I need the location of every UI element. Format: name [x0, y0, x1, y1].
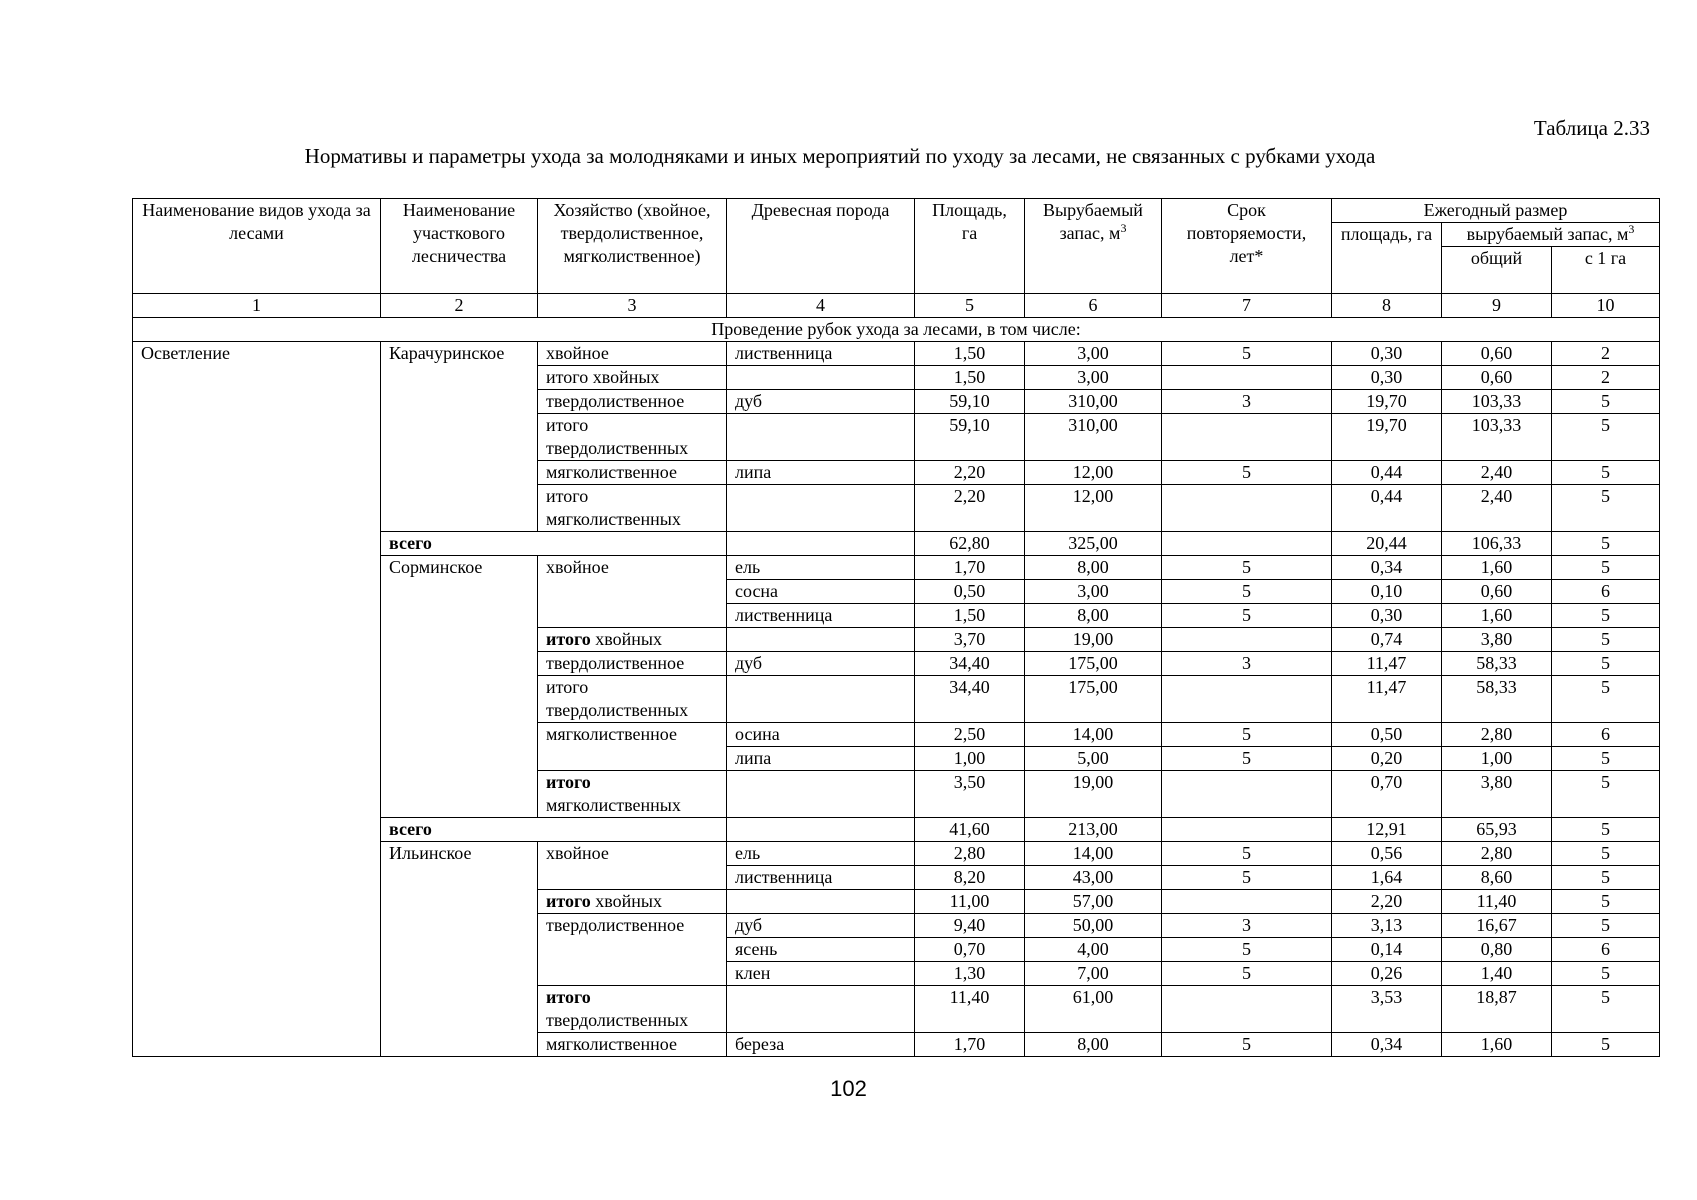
annual-area-cell: 0,30	[1332, 604, 1442, 628]
total-label: всего	[381, 532, 727, 556]
annual-per-ha-cell: 5	[1552, 652, 1660, 676]
annual-per-ha-cell: 5	[1552, 914, 1660, 938]
period-cell: 5	[1162, 580, 1332, 604]
header-area: Площадь, га	[915, 199, 1025, 294]
annual-area-cell: 0,50	[1332, 723, 1442, 747]
species-cell	[727, 818, 915, 842]
forestry-cell: Карачуринское	[381, 342, 538, 532]
species-cell: береза	[727, 1033, 915, 1057]
species-cell: лиственница	[727, 604, 915, 628]
annual-total-cell: 18,87	[1442, 986, 1552, 1033]
annual-total-cell: 2,80	[1442, 842, 1552, 866]
period-cell: 5	[1162, 723, 1332, 747]
col-number: 6	[1025, 294, 1162, 318]
area-cell: 11,00	[915, 890, 1025, 914]
area-cell: 62,80	[915, 532, 1025, 556]
annual-per-ha-cell: 5	[1552, 676, 1660, 723]
species-cell: ясень	[727, 938, 915, 962]
annual-per-ha-cell: 5	[1552, 604, 1660, 628]
stock-cell: 310,00	[1025, 390, 1162, 414]
col-number: 8	[1332, 294, 1442, 318]
annual-area-cell: 3,53	[1332, 986, 1442, 1033]
column-number-row	[133, 294, 1660, 318]
forest-care-table	[132, 198, 1660, 1057]
stock-cell: 310,00	[1025, 414, 1162, 461]
species-cell: клен	[727, 962, 915, 986]
annual-area-cell: 0,56	[1332, 842, 1442, 866]
farm-cell: итого твердолиственных	[538, 986, 727, 1033]
stock-cell: 19,00	[1025, 771, 1162, 818]
species-cell	[727, 485, 915, 532]
annual-total-cell: 0,60	[1442, 580, 1552, 604]
annual-area-cell: 0,44	[1332, 485, 1442, 532]
period-cell: 5	[1162, 461, 1332, 485]
stock-cell: 175,00	[1025, 652, 1162, 676]
annual-total-cell: 2,80	[1442, 723, 1552, 747]
annual-area-cell: 0,10	[1332, 580, 1442, 604]
stock-cell: 4,00	[1025, 938, 1162, 962]
farm-cell: твердолиственное	[538, 652, 727, 676]
species-cell	[727, 414, 915, 461]
annual-area-cell: 1,64	[1332, 866, 1442, 890]
species-cell: лиственница	[727, 342, 915, 366]
col-number: 4	[727, 294, 915, 318]
period-cell: 3	[1162, 652, 1332, 676]
annual-total-cell: 1,40	[1442, 962, 1552, 986]
farm-cell: мягколиственное	[538, 461, 727, 485]
period-cell: 5	[1162, 962, 1332, 986]
period-cell: 3	[1162, 390, 1332, 414]
stock-cell: 5,00	[1025, 747, 1162, 771]
stock-cell: 8,00	[1025, 1033, 1162, 1057]
stock-cell: 12,00	[1025, 485, 1162, 532]
annual-total-cell: 3,80	[1442, 771, 1552, 818]
annual-total-cell: 0,60	[1442, 366, 1552, 390]
farm-cell: итого хвойных	[538, 628, 727, 652]
annual-total-cell: 0,60	[1442, 342, 1552, 366]
annual-area-cell: 19,70	[1332, 390, 1442, 414]
col-number: 1	[133, 294, 381, 318]
farm-cell: твердолиственное	[538, 390, 727, 414]
species-cell	[727, 890, 915, 914]
annual-area-cell: 3,13	[1332, 914, 1442, 938]
header-forestry: Наименование участкового лесничества	[381, 199, 538, 294]
stock-cell: 325,00	[1025, 532, 1162, 556]
area-cell: 1,00	[915, 747, 1025, 771]
species-cell: сосна	[727, 580, 915, 604]
forestry-cell: Сорминское	[381, 556, 538, 818]
stock-cell: 57,00	[1025, 890, 1162, 914]
stock-cell: 213,00	[1025, 818, 1162, 842]
species-cell: ель	[727, 556, 915, 580]
area-cell: 0,70	[915, 938, 1025, 962]
area-cell: 1,30	[915, 962, 1025, 986]
area-cell: 59,10	[915, 414, 1025, 461]
forestry-cell: Ильинское	[381, 842, 538, 1057]
species-cell	[727, 366, 915, 390]
farm-cell: итого хвойных	[538, 366, 727, 390]
annual-total-cell: 103,33	[1442, 414, 1552, 461]
farm-cell: итого мягколиственных	[538, 485, 727, 532]
area-cell: 1,70	[915, 1033, 1025, 1057]
annual-per-ha-cell: 5	[1552, 866, 1660, 890]
area-cell: 2,20	[915, 485, 1025, 532]
header-period: Срок повторяемости, лет*	[1162, 199, 1332, 294]
species-cell: дуб	[727, 652, 915, 676]
annual-per-ha-cell: 6	[1552, 938, 1660, 962]
header-species: Древесная порода	[727, 199, 915, 294]
annual-total-cell: 3,80	[1442, 628, 1552, 652]
annual-area-cell: 0,30	[1332, 366, 1442, 390]
annual-per-ha-cell: 5	[1552, 461, 1660, 485]
area-cell: 3,50	[915, 771, 1025, 818]
annual-area-cell: 0,70	[1332, 771, 1442, 818]
col-number: 7	[1162, 294, 1332, 318]
farm-cell: итого мягколиственных	[538, 771, 727, 818]
stock-cell: 43,00	[1025, 866, 1162, 890]
annual-per-ha-cell: 5	[1552, 1033, 1660, 1057]
stock-cell: 14,00	[1025, 723, 1162, 747]
period-cell	[1162, 628, 1332, 652]
annual-total-cell: 1,60	[1442, 604, 1552, 628]
period-cell	[1162, 818, 1332, 842]
farm-cell: хвойное	[538, 342, 727, 366]
farm-cell: итого твердолиственных	[538, 414, 727, 461]
stock-cell: 19,00	[1025, 628, 1162, 652]
annual-per-ha-cell: 5	[1552, 485, 1660, 532]
section-row	[133, 318, 1660, 342]
annual-total-cell: 1,60	[1442, 556, 1552, 580]
annual-area-cell: 12,91	[1332, 818, 1442, 842]
annual-area-cell: 2,20	[1332, 890, 1442, 914]
annual-per-ha-cell: 5	[1552, 818, 1660, 842]
species-cell: дуб	[727, 914, 915, 938]
period-cell	[1162, 485, 1332, 532]
species-cell	[727, 532, 915, 556]
total-label: всего	[381, 818, 727, 842]
period-cell	[1162, 890, 1332, 914]
species-cell: дуб	[727, 390, 915, 414]
species-cell	[727, 771, 915, 818]
annual-total-cell: 1,00	[1442, 747, 1552, 771]
annual-area-cell: 0,44	[1332, 461, 1442, 485]
annual-total-cell: 106,33	[1442, 532, 1552, 556]
period-cell	[1162, 414, 1332, 461]
species-cell: ель	[727, 842, 915, 866]
stock-cell: 7,00	[1025, 962, 1162, 986]
stock-cell: 175,00	[1025, 676, 1162, 723]
annual-total-cell: 2,40	[1442, 461, 1552, 485]
species-cell: липа	[727, 747, 915, 771]
area-cell: 1,50	[915, 342, 1025, 366]
annual-total-cell: 103,33	[1442, 390, 1552, 414]
area-cell: 41,60	[915, 818, 1025, 842]
species-cell: осина	[727, 723, 915, 747]
farm-cell: мягколиственное	[538, 723, 727, 771]
area-cell: 2,80	[915, 842, 1025, 866]
annual-area-cell: 0,34	[1332, 1033, 1442, 1057]
annual-area-cell: 0,20	[1332, 747, 1442, 771]
header-care-type: Наименование видов ухода за лесами	[133, 199, 381, 294]
period-cell: 3	[1162, 914, 1332, 938]
stock-cell: 61,00	[1025, 986, 1162, 1033]
annual-per-ha-cell: 6	[1552, 580, 1660, 604]
col-number: 3	[538, 294, 727, 318]
table-title: Нормативы и параметры ухода за молодняками и иных мероприятий по уходу за лесами, не связанных с рубками ухода	[304, 144, 1376, 168]
annual-per-ha-cell: 5	[1552, 986, 1660, 1033]
table-row	[133, 342, 1660, 366]
stock-cell: 50,00	[1025, 914, 1162, 938]
annual-area-cell: 11,47	[1332, 676, 1442, 723]
annual-area-cell: 11,47	[1332, 652, 1442, 676]
species-cell: липа	[727, 461, 915, 485]
period-cell	[1162, 366, 1332, 390]
header-volume-total: общий	[1442, 247, 1552, 294]
farm-cell: хвойное	[538, 842, 727, 890]
species-cell	[727, 676, 915, 723]
annual-per-ha-cell: 5	[1552, 628, 1660, 652]
annual-per-ha-cell: 5	[1552, 556, 1660, 580]
area-cell: 34,40	[915, 652, 1025, 676]
period-cell: 5	[1162, 604, 1332, 628]
period-cell: 5	[1162, 556, 1332, 580]
period-cell	[1162, 532, 1332, 556]
period-cell: 5	[1162, 842, 1332, 866]
annual-total-cell: 65,93	[1442, 818, 1552, 842]
annual-area-cell: 20,44	[1332, 532, 1442, 556]
period-cell	[1162, 986, 1332, 1033]
col-number: 10	[1552, 294, 1660, 318]
area-cell: 8,20	[915, 866, 1025, 890]
annual-area-cell: 0,74	[1332, 628, 1442, 652]
area-cell: 9,40	[915, 914, 1025, 938]
area-cell: 1,50	[915, 604, 1025, 628]
header-annual-volume: вырубаемый запас, $м^3$	[1442, 223, 1660, 247]
period-cell: 5	[1162, 938, 1332, 962]
annual-per-ha-cell: 5	[1552, 771, 1660, 818]
header-annual: Ежегодный размер	[1332, 199, 1660, 223]
stock-cell: 3,00	[1025, 366, 1162, 390]
section-title: Проведение рубок ухода за лесами, в том числе:	[133, 318, 1660, 342]
area-cell: 1,70	[915, 556, 1025, 580]
annual-per-ha-cell: 5	[1552, 390, 1660, 414]
care-type-cell: Осветление	[133, 342, 381, 1057]
species-cell	[727, 628, 915, 652]
annual-total-cell: 58,33	[1442, 652, 1552, 676]
annual-per-ha-cell: 5	[1552, 747, 1660, 771]
stock-cell: 14,00	[1025, 842, 1162, 866]
period-cell: 5	[1162, 866, 1332, 890]
period-cell	[1162, 771, 1332, 818]
annual-total-cell: 58,33	[1442, 676, 1552, 723]
annual-total-cell: 2,40	[1442, 485, 1552, 532]
period-cell	[1162, 676, 1332, 723]
period-cell: 5	[1162, 1033, 1332, 1057]
annual-total-cell: 1,60	[1442, 1033, 1552, 1057]
area-cell: 59,10	[915, 390, 1025, 414]
annual-per-ha-cell: 2	[1552, 342, 1660, 366]
annual-total-cell: 8,60	[1442, 866, 1552, 890]
annual-per-ha-cell: 5	[1552, 962, 1660, 986]
period-cell: 5	[1162, 747, 1332, 771]
farm-cell: хвойное	[538, 556, 727, 628]
area-cell: 1,50	[915, 366, 1025, 390]
farm-cell: итого твердолиственных	[538, 676, 727, 723]
area-cell: 11,40	[915, 986, 1025, 1033]
stock-cell: 3,00	[1025, 342, 1162, 366]
annual-per-ha-cell: 5	[1552, 532, 1660, 556]
stock-cell: 12,00	[1025, 461, 1162, 485]
species-cell: лиственница	[727, 866, 915, 890]
stock-cell: 8,00	[1025, 604, 1162, 628]
farm-cell: твердолиственное	[538, 914, 727, 986]
header-row	[133, 199, 1660, 223]
stock-cell: 8,00	[1025, 556, 1162, 580]
header-volume-per-ha: с 1 га	[1552, 247, 1660, 294]
annual-total-cell: 0,80	[1442, 938, 1552, 962]
annual-area-cell: 0,34	[1332, 556, 1442, 580]
annual-area-cell: 0,26	[1332, 962, 1442, 986]
table-label: Таблица 2.33	[1533, 116, 1650, 140]
annual-per-ha-cell: 5	[1552, 414, 1660, 461]
farm-cell: итого хвойных	[538, 890, 727, 914]
farm-cell: мягколиственное	[538, 1033, 727, 1057]
annual-total-cell: 16,67	[1442, 914, 1552, 938]
period-cell: 5	[1162, 342, 1332, 366]
area-cell: 34,40	[915, 676, 1025, 723]
stock-cell: 3,00	[1025, 580, 1162, 604]
species-cell	[727, 986, 915, 1033]
area-cell: 2,20	[915, 461, 1025, 485]
header-stock: Вырубаемый запас, $м^3$	[1025, 199, 1162, 294]
annual-per-ha-cell: 6	[1552, 723, 1660, 747]
col-number: 5	[915, 294, 1025, 318]
annual-area-cell: 0,30	[1332, 342, 1442, 366]
col-number: 2	[381, 294, 538, 318]
header-annual-area: площадь, га	[1332, 223, 1442, 294]
annual-area-cell: 19,70	[1332, 414, 1442, 461]
area-cell: 0,50	[915, 580, 1025, 604]
area-cell: 3,70	[915, 628, 1025, 652]
annual-area-cell: 0,14	[1332, 938, 1442, 962]
col-number: 9	[1442, 294, 1552, 318]
annual-per-ha-cell: 5	[1552, 842, 1660, 866]
area-cell: 2,50	[915, 723, 1025, 747]
page-number: 102	[830, 1076, 867, 1101]
annual-per-ha-cell: 5	[1552, 890, 1660, 914]
header-farm: Хозяйство (хвойное, твердолиственное, мягколиственное)	[538, 199, 727, 294]
annual-per-ha-cell: 2	[1552, 366, 1660, 390]
annual-total-cell: 11,40	[1442, 890, 1552, 914]
